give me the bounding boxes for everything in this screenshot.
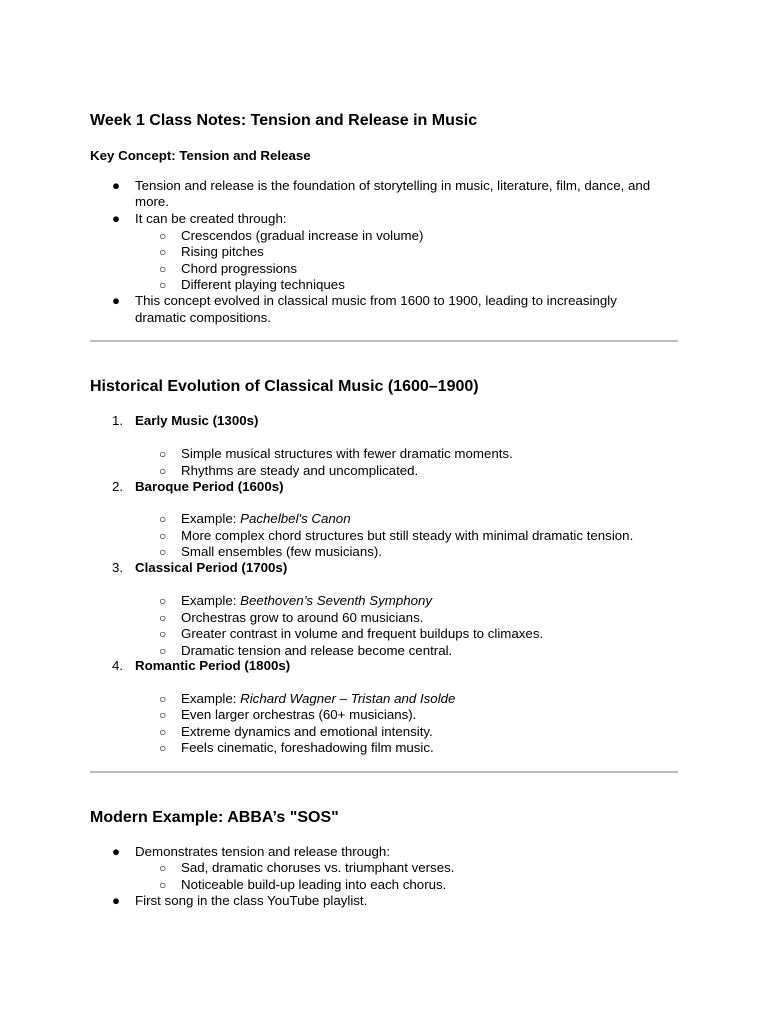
period-item: Orchestras grow to around 60 musicians.	[181, 610, 424, 625]
period-item: More complex chord structures but still steady with minimal dramatic tension.	[181, 528, 634, 543]
period-item: Greater contrast in volume and frequent buildups to climaxes.	[181, 626, 544, 641]
circle-bullet-icon: ○	[159, 725, 167, 739]
period-example	[181, 691, 455, 708]
circle-bullet-icon: ○	[159, 278, 167, 292]
key-concept-sub-item: Crescendos (gradual increase in volume)	[181, 228, 424, 243]
period-title: Early Music (1300s)	[135, 413, 259, 428]
history-heading: Historical Evolution of Classical Music (1600–1900)	[90, 378, 479, 395]
circle-bullet-icon: ○	[159, 594, 167, 608]
period-item: Small ensembles (few musicians).	[181, 544, 382, 559]
modern-bullet-1: Demonstrates tension and release through:	[135, 844, 391, 859]
circle-bullet-icon: ○	[159, 627, 167, 641]
period-number: 1.	[112, 413, 124, 428]
key-concept-bullet-2: It can be created through:	[135, 211, 287, 226]
key-concept-bullet-3-line-2: dramatic compositions.	[135, 310, 271, 325]
key-concept-sub-item: Different playing techniques	[181, 277, 345, 292]
key-concept-bullet-3-line-1: This concept evolved in classical music from 1600 to 1900, leading to increasingly	[135, 293, 617, 308]
period-number: 3.	[112, 560, 124, 575]
key-concept-sub-item: Rising pitches	[181, 244, 264, 259]
period-number: 2.	[112, 479, 124, 494]
circle-bullet-icon: ○	[159, 741, 167, 755]
circle-bullet-icon: ○	[159, 447, 167, 461]
example-label: Example:	[181, 691, 241, 706]
modern-heading: Modern Example: ABBA’s "SOS"	[90, 809, 339, 826]
circle-bullet-icon: ○	[159, 245, 167, 259]
section-divider	[90, 771, 678, 773]
period-item: Feels cinematic, foreshadowing film music.	[181, 740, 434, 755]
example-title: Pachelbel's Canon	[240, 511, 351, 526]
circle-bullet-icon: ○	[159, 611, 167, 625]
bullet-icon: ●	[112, 178, 121, 193]
period-item: Even larger orchestras (60+ musicians).	[181, 707, 417, 722]
bullet-icon: ●	[112, 211, 121, 226]
example-label: Example:	[181, 593, 241, 608]
bullet-icon: ●	[112, 844, 121, 859]
period-title: Classical Period (1700s)	[135, 560, 288, 575]
example-label: Example:	[181, 511, 241, 526]
circle-bullet-icon: ○	[159, 529, 167, 543]
bullet-icon: ●	[112, 293, 121, 308]
bullet-icon: ●	[112, 893, 121, 908]
period-example	[181, 511, 351, 528]
example-title: Beethoven’s Seventh Symphony	[240, 593, 433, 608]
period-item: Extreme dynamics and emotional intensity.	[181, 724, 433, 739]
circle-bullet-icon: ○	[159, 878, 167, 892]
modern-sub-item: Noticeable build-up leading into each chorus.	[181, 877, 447, 892]
period-number: 4.	[112, 658, 124, 673]
circle-bullet-icon: ○	[159, 644, 167, 658]
key-concept-heading: Key Concept: Tension and Release	[90, 148, 311, 163]
key-concept-bullet-1-line-2: more.	[135, 194, 169, 209]
circle-bullet-icon: ○	[159, 708, 167, 722]
modern-sub-item: Sad, dramatic choruses vs. triumphant verses.	[181, 860, 455, 875]
circle-bullet-icon: ○	[159, 861, 167, 875]
period-example	[181, 593, 432, 610]
period-title: Baroque Period (1600s)	[135, 479, 284, 494]
circle-bullet-icon: ○	[159, 545, 167, 559]
period-item: Rhythms are steady and uncomplicated.	[181, 463, 419, 478]
circle-bullet-icon: ○	[159, 262, 167, 276]
period-item: Dramatic tension and release become central.	[181, 643, 453, 658]
modern-bullet-2: First song in the class YouTube playlist.	[135, 893, 368, 908]
circle-bullet-icon: ○	[159, 512, 167, 526]
circle-bullet-icon: ○	[159, 464, 167, 478]
key-concept-sub-item: Chord progressions	[181, 261, 298, 276]
period-item: Simple musical structures with fewer dramatic moments.	[181, 446, 513, 461]
key-concept-bullet-1-line-1: Tension and release is the foundation of storytelling in music, literature, film, dance, and	[135, 178, 651, 193]
section-divider	[90, 340, 678, 342]
circle-bullet-icon: ○	[159, 692, 167, 706]
example-title: Richard Wagner – Tristan and Isolde	[240, 691, 456, 706]
period-title: Romantic Period (1800s)	[135, 658, 291, 673]
circle-bullet-icon: ○	[159, 229, 167, 243]
page-title: Week 1 Class Notes: Tension and Release in Music	[90, 112, 478, 129]
